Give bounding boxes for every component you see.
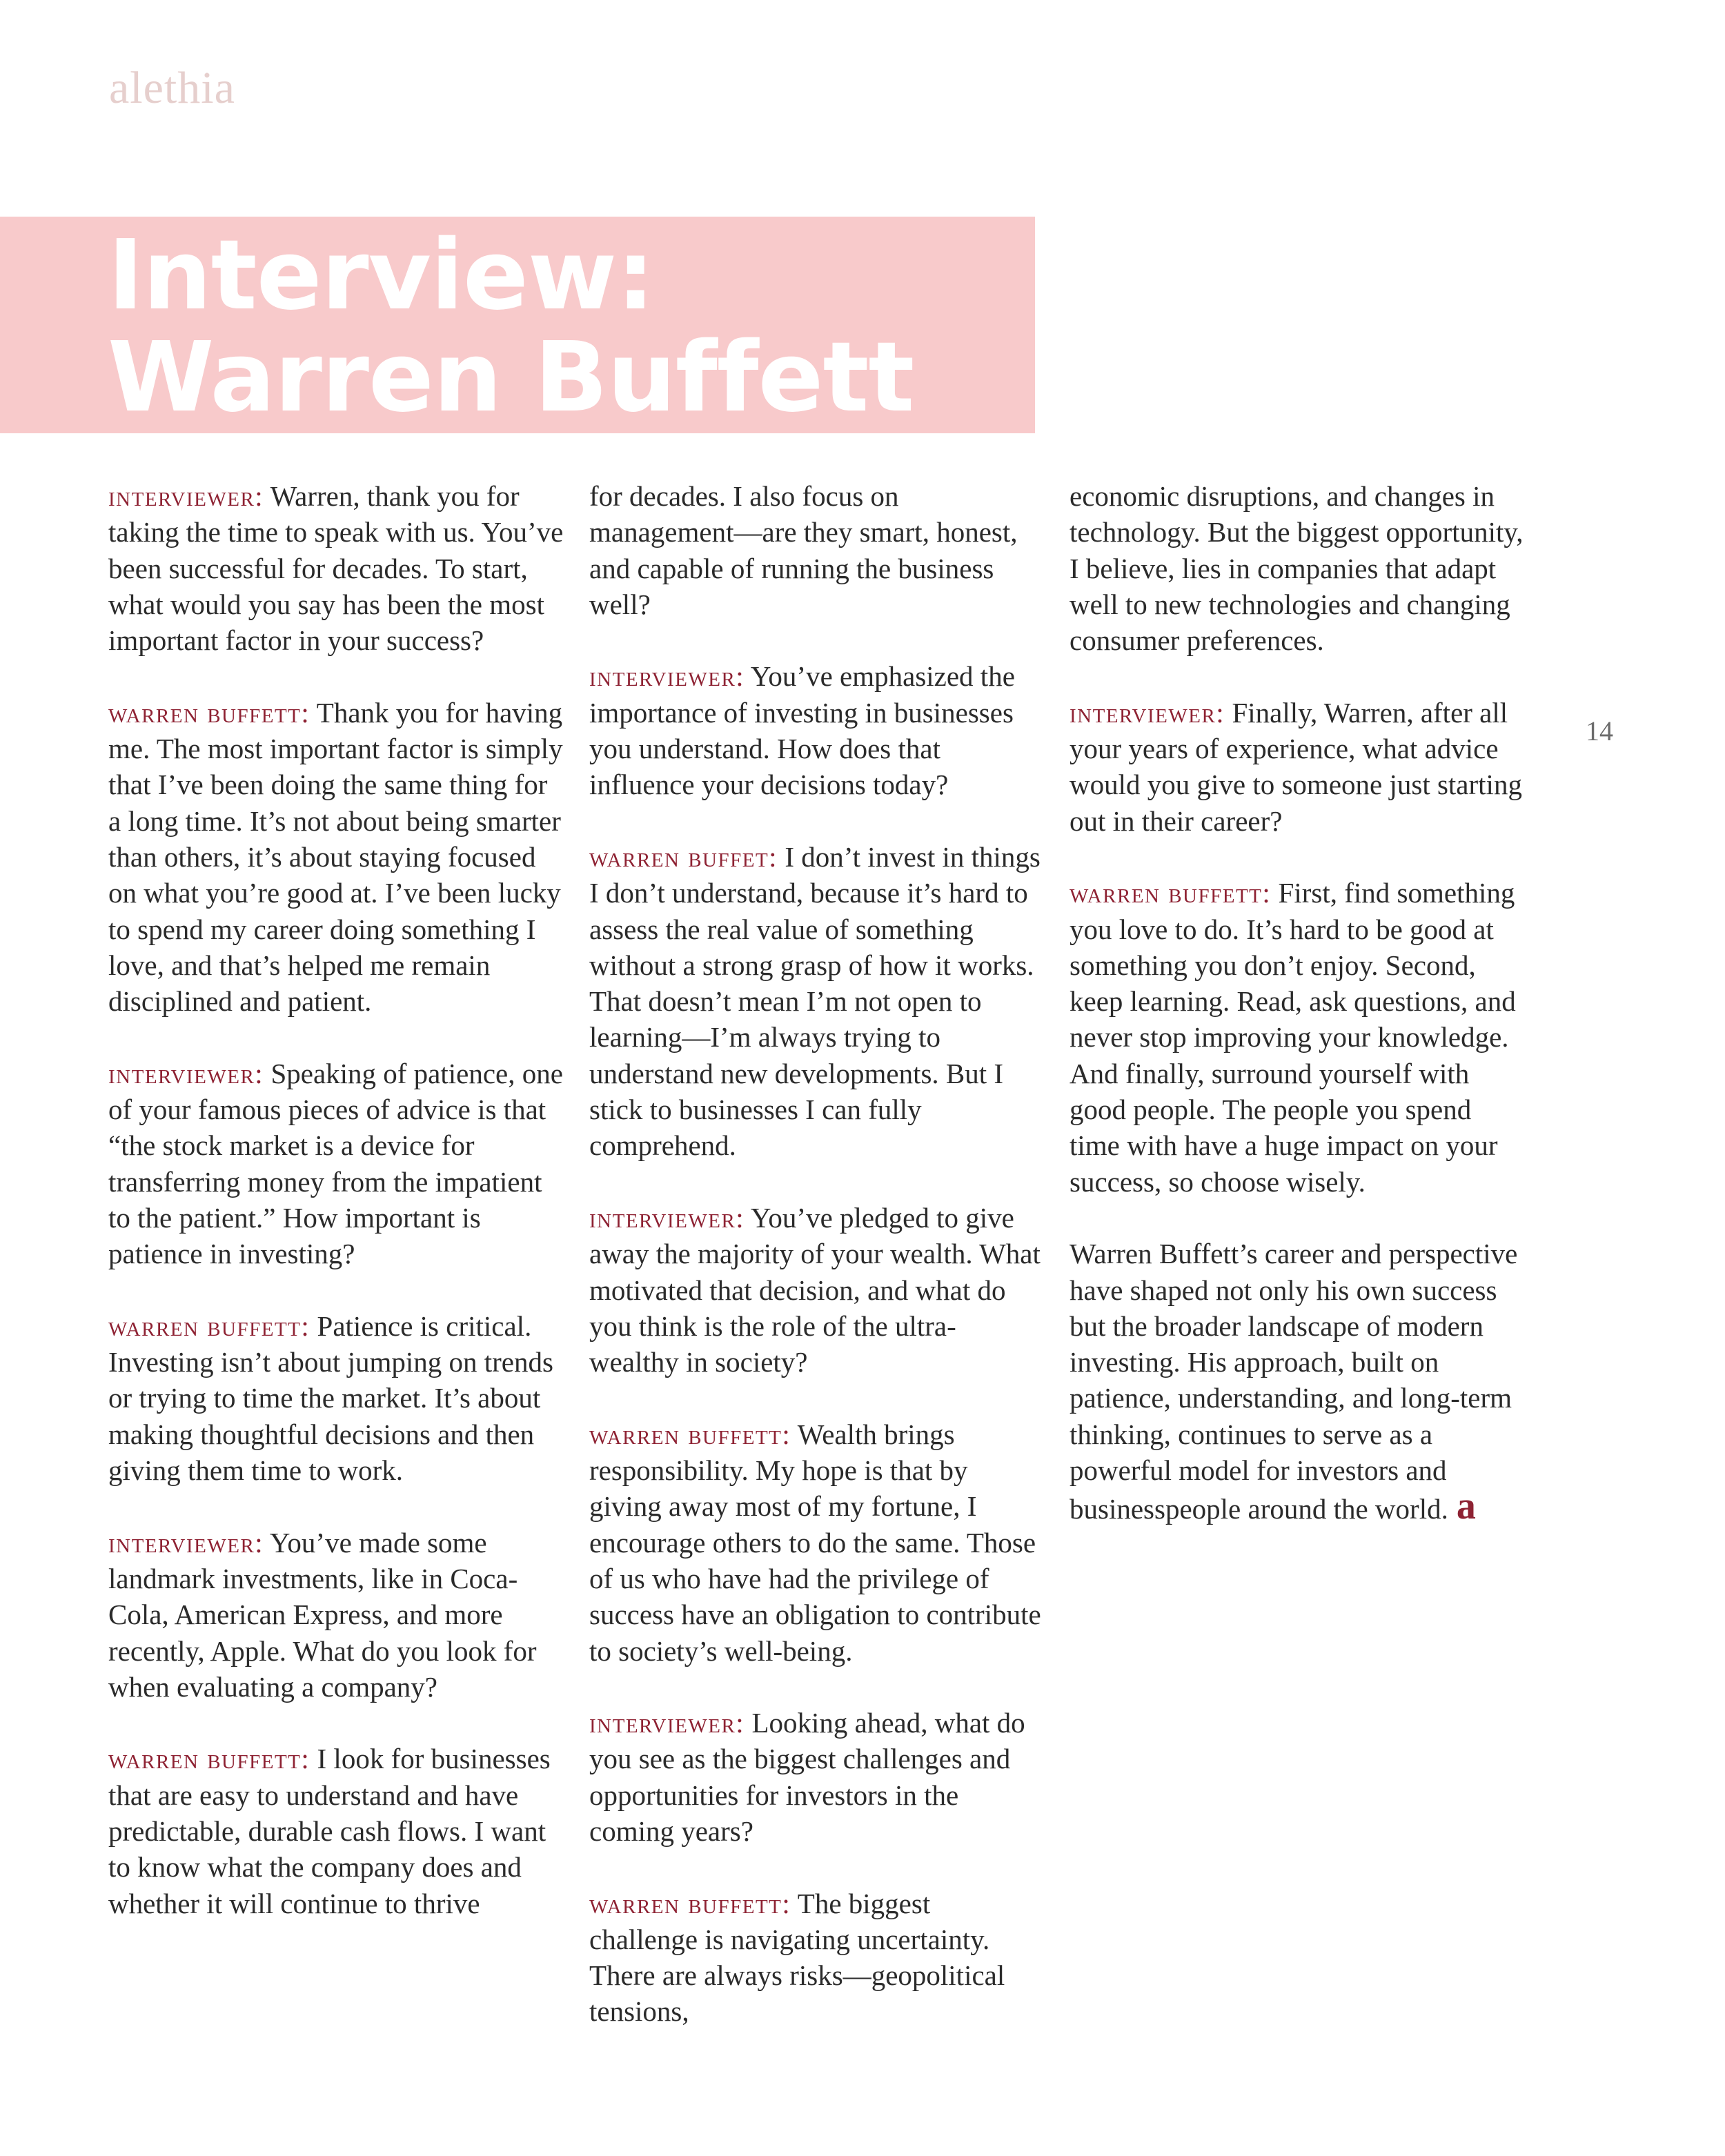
paragraph: [108, 478, 564, 658]
paragraph: [108, 1308, 564, 1488]
speaker-label: warren buffett:: [108, 1309, 310, 1342]
paragraph: [1070, 478, 1525, 658]
paragraph-text: I don’t invest in things I don’t understand, because it’s hard to assess the real value of something without a strong grasp of how it works. That doesn’t mean I’m not open to learning—I’m always trying to understand new developments. But I stick to businesses I can fully comprehend.: [589, 840, 1041, 1162]
text-column-1: [108, 478, 564, 1957]
paragraph: [589, 658, 1045, 802]
speaker-label: warren buffett:: [589, 1418, 791, 1450]
speaker-label: warren buffett:: [108, 696, 310, 729]
paragraph-text: Warren Buffett’s career and perspective have shaped not only his own success but the broader landscape of modern investing. His approach, built on patience, understanding, and long-term thinking, continues to serve as a powerful model for investors and businesspeople around the world.: [1070, 1238, 1518, 1525]
paragraph-text: The biggest challenge is navigating uncertainty. There are always risks—geopolitical tensions,: [589, 1887, 1005, 2028]
paragraph-text: economic disruptions, and changes in technology. But the biggest opportunity, I believe, lies in companies that adapt well to new technologies and changing consumer preferences.: [1070, 480, 1524, 657]
paragraph: [589, 1705, 1045, 1849]
text-column-3: [1070, 478, 1525, 1563]
paragraph: [589, 1886, 1045, 2030]
paragraph: [1070, 695, 1525, 839]
paragraph-text: Wealth brings responsibility. My hope is that by giving away most of my fortune, I encourage others to do the same. Those of us who have had the privilege of success have an obligation to contribute to society’s well-being.: [589, 1418, 1041, 1667]
paragraph-text: Warren, thank you for taking the time to speak with us. You’ve been successful for decades. To start, what would you say has been the most important factor in your success?: [108, 480, 564, 657]
end-mark-logo: a: [1456, 1485, 1476, 1528]
speaker-label: interviewer:: [108, 1526, 264, 1559]
text-column-2: [589, 478, 1045, 2066]
paragraph-text: First, find something you love to do. It’s hard to be good at something you don’t enjoy. Second, keep learning. Read, ask questions, and never stop improving your knowledge. And finally, surround yourself with good people. The people you spend time with have a huge impact on your success, so choose wisely.: [1070, 877, 1516, 1198]
speaker-label: interviewer:: [589, 1707, 745, 1739]
paragraph: [108, 695, 564, 1020]
page-number: 14: [1586, 715, 1613, 746]
page-title: [108, 219, 914, 434]
paragraph: [589, 478, 1045, 622]
paragraph-text: for decades. I also focus on management—are they smart, honest, and capable of running the business well?: [589, 480, 1018, 620]
speaker-label: warren buffet:: [589, 840, 778, 873]
paragraph: [1070, 875, 1525, 1200]
speaker-label: warren buffett:: [108, 1743, 310, 1775]
speaker-label: interviewer:: [108, 480, 264, 512]
paragraph-text: I look for businesses that are easy to understand and have predictable, durable cash flows. I want to know what the company does and whether it will continue to thrive: [108, 1743, 551, 1919]
brand-logo: alethia: [109, 63, 235, 113]
title-line-1: Interview:: [108, 219, 655, 332]
paragraph-text: You’ve made some landmark investments, like in Coca-Cola, American Express, and more recently, Apple. What do you look for when evaluating a company?: [108, 1526, 537, 1703]
paragraph-text: Patience is critical. Investing isn’t about jumping on trends or trying to time the market. It’s about making thoughtful decisions and then giving them time to work.: [108, 1309, 553, 1487]
paragraph-text: Thank you for having me. The most important factor is simply that I’ve been doing the same thing for a long time. It’s not about being smarter than others, it’s about staying focused on what you’re good at. I’ve been lucky to spend my career doing something I love, and that’s helped me remain disciplined and patient.: [108, 696, 563, 1018]
paragraph: [108, 1056, 564, 1272]
title-line-2: Warren Buffett: [108, 322, 914, 434]
speaker-label: interviewer:: [1070, 696, 1225, 729]
speaker-label: interviewer:: [589, 660, 745, 693]
paragraph: [108, 1741, 564, 1921]
paragraph: [1070, 1236, 1525, 1527]
paragraph-text: Looking ahead, what do you see as the biggest challenges and opportunities for investors in the coming years?: [589, 1707, 1025, 1847]
paragraph: [589, 1200, 1045, 1380]
speaker-label: interviewer:: [589, 1201, 745, 1234]
paragraph: [108, 1525, 564, 1705]
speaker-label: warren buffett:: [1070, 877, 1272, 909]
speaker-label: warren buffett:: [589, 1887, 791, 1919]
paragraph: [589, 1416, 1045, 1669]
paragraph-text: Speaking of patience, one of your famous pieces of advice is that “the stock market is a device for transferring money from the impatient to the patient.” How important is patience in investing?: [108, 1057, 563, 1270]
paragraph-text: You’ve emphasized the importance of investing in businesses you understand. How does that influence your decisions today?: [589, 660, 1015, 801]
paragraph-text: You’ve pledged to give away the majority of your wealth. What motivated that decision, and what do you think is the role of the ultra-wealthy in society?: [589, 1201, 1041, 1378]
paragraph: [589, 839, 1045, 1164]
paragraph-text: Finally, Warren, after all your years of experience, what advice would you give to someone just starting out in their career?: [1070, 696, 1522, 837]
speaker-label: interviewer:: [108, 1057, 264, 1089]
